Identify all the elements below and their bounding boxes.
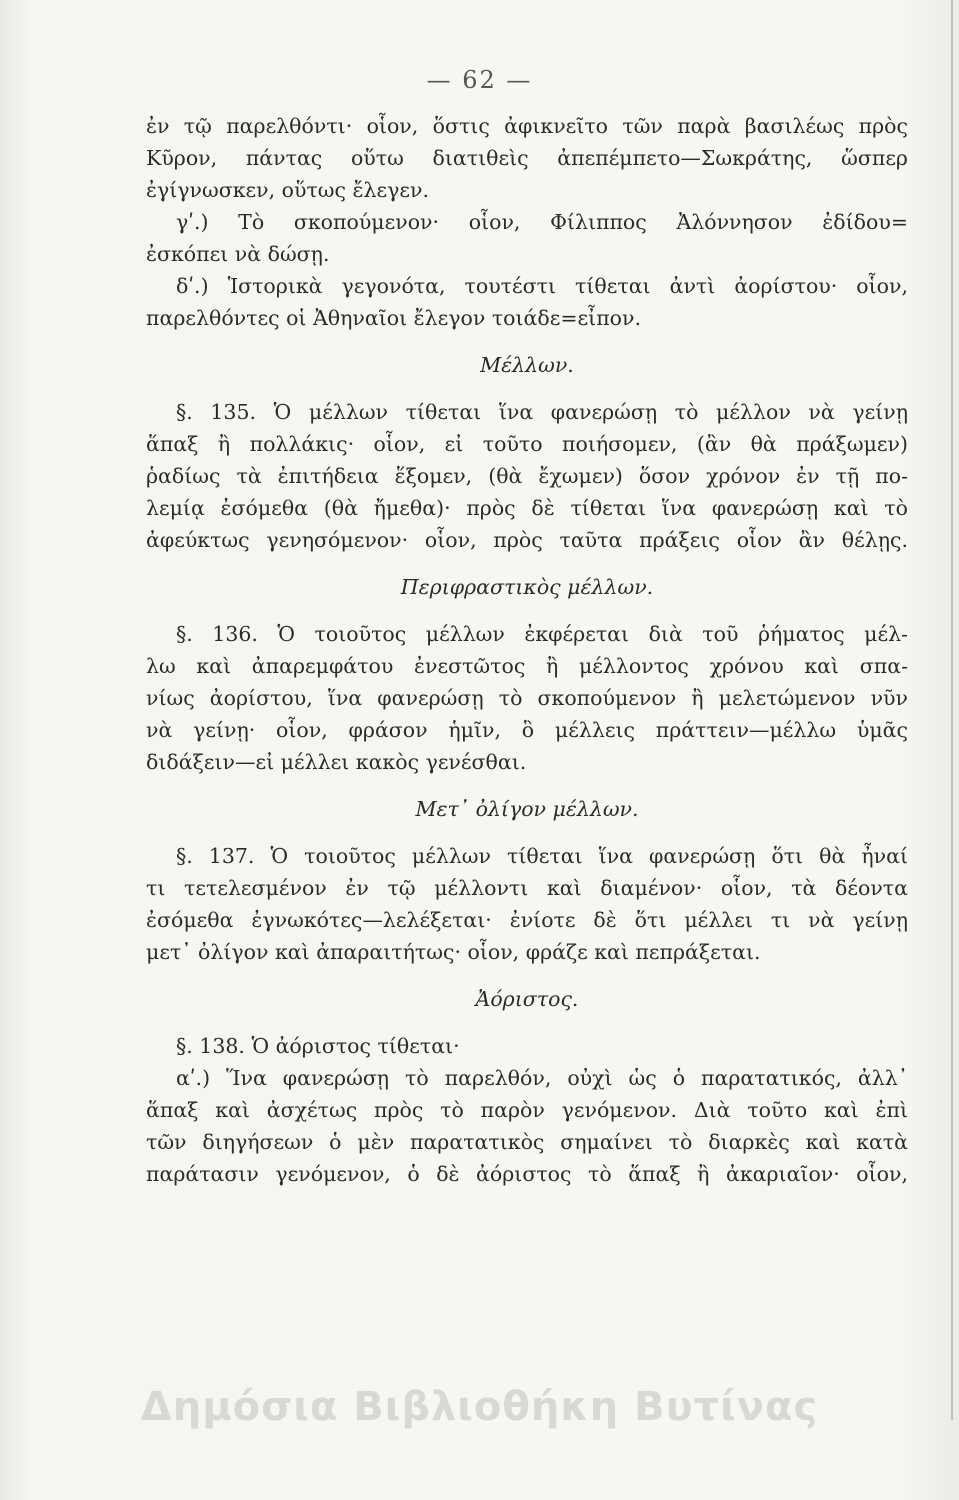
text-line: διδάξειν—εἰ μέλλει κακὸς γενέσθαι.	[146, 750, 527, 774]
text-line: §. 138. Ὁ ἀόριστος τίθεται·	[176, 1034, 460, 1058]
text-line: δʹ.) Ἱστορικὰ γεγονότα, τουτέστι τίθεται ἀντὶ ἀορίστου· οἷον,	[176, 274, 908, 298]
text-line: ἐσόμεθα ἐγνωκότες—λελέξεται· ἐνίοτε δὲ ὅτι μέλλει τι νὰ γείνῃ	[146, 908, 908, 932]
section-heading: Περιφραστικὸς μέλλων.	[400, 575, 654, 599]
text-line: νὰ γείνῃ· οἷον, φράσον ἡμῖν, ὃ μέλλεις πράττειν—μέλλω ὑμᾶς	[146, 718, 908, 742]
text-line: §. 137. Ὁ τοιοῦτος μέλλων τίθεται ἵνα φανερώσῃ ὅτι θὰ ἦναί	[176, 844, 908, 868]
text-line: ἅπαξ ἢ πολλάκις· οἷον, εἰ τοῦτο ποιήσομεν, (ἂν θὰ πράξωμεν)	[146, 432, 908, 456]
text-line: παράτασιν γενόμενον, ὁ δὲ ἀόριστος τὸ ἅπαξ ἢ ἀκαριαῖον· οἷον,	[146, 1162, 908, 1186]
text-line: §. 135. Ὁ μέλλων τίθεται ἵνα φανερώσῃ τὸ μέλλον νὰ γείνῃ	[176, 400, 908, 424]
page-text-body	[146, 110, 908, 1190]
text-line: ἐσκόπει νὰ δώσῃ.	[146, 242, 330, 266]
page-edge-shadow	[951, 0, 953, 1420]
text-line: λω καὶ ἀπαρεμφάτου ἐνεστῶτος ἢ μέλλοντος χρόνου καὶ σπα-	[146, 654, 908, 678]
text-line: §. 136. Ὁ τοιοῦτος μέλλων ἐκφέρεται διὰ τοῦ ῥήματος μέλ-	[176, 622, 908, 646]
text-line: τῶν διηγήσεων ὁ μὲν παρατατικὸς σημαίνει τὸ διαρκὲς καὶ κατὰ	[146, 1130, 908, 1154]
section-heading: Μετ᾽ ὀλίγον μέλλων.	[415, 797, 639, 821]
text-line: παρελθόντες οἱ Ἀθηναῖοι ἔλεγον τοιάδε=εἶπον.	[146, 306, 641, 330]
text-line: γʹ.) Τὸ σκοπούμενον· οἷον, Φίλιππος Ἀλόννησον ἐδίδου=	[176, 210, 908, 234]
text-line: ἐγίγνωσκεν, οὕτως ἔλεγεν.	[146, 178, 429, 202]
text-line: Κῦρον, πάντας οὕτω διατιθεὶς ἀπεπέμπετο—Σωκράτης, ὥσπερ	[146, 146, 908, 170]
text-line: αʹ.) Ἵνα φανερώσῃ τὸ παρελθόν, οὐχὶ ὡς ὁ παρατατικός, ἀλλ᾽	[176, 1066, 908, 1090]
text-line: ἐν τῷ παρελθόντι· οἷον, ὅστις ἀφικνεῖτο τῶν παρὰ βασιλέως πρὸς	[146, 114, 908, 138]
text-line: νίως ἀορίστου, ἵνα φανερώσῃ τὸ σκοπούμενον ἢ μελετώμενον νῦν	[146, 686, 908, 710]
text-line: τι τετελεσμένον ἐν τῷ μέλλοντι καὶ διαμένον· οἷον, τὰ δέοντα	[146, 876, 908, 900]
text-line: μετ᾽ ὀλίγον καὶ ἀπαραιτήτως· οἷον, φράζε καὶ πεπράξεται.	[146, 940, 761, 964]
section-heading: Ἀόριστος.	[475, 987, 579, 1011]
text-line: ἅπαξ καὶ ἀσχέτως πρὸς τὸ παρὸν γενόμενον. Διὰ τοῦτο καὶ ἐπὶ	[146, 1098, 908, 1122]
text-line: ἀφεύκτως γενησόμενον· οἷον, πρὸς ταῦτα πράξεις οἷον ἂν θέλῃς.	[146, 528, 908, 552]
text-line: λεμίᾳ ἐσόμεθα (θὰ ἤμεθα)· πρὸς δὲ τίθεται ἵνα φανερώσῃ καὶ τὸ	[146, 496, 908, 520]
page-number: — 62 —	[426, 66, 533, 94]
section-heading: Μέλλων.	[480, 353, 574, 377]
library-watermark: Δημόσια Βιβλιοθήκη Βυτίνας	[140, 1384, 819, 1430]
text-line: ῥαδίως τὰ ἐπιτήδεια ἕξομεν, (θὰ ἔχωμεν) ὅσον χρόνον ἐν τῇ πο-	[146, 464, 908, 488]
